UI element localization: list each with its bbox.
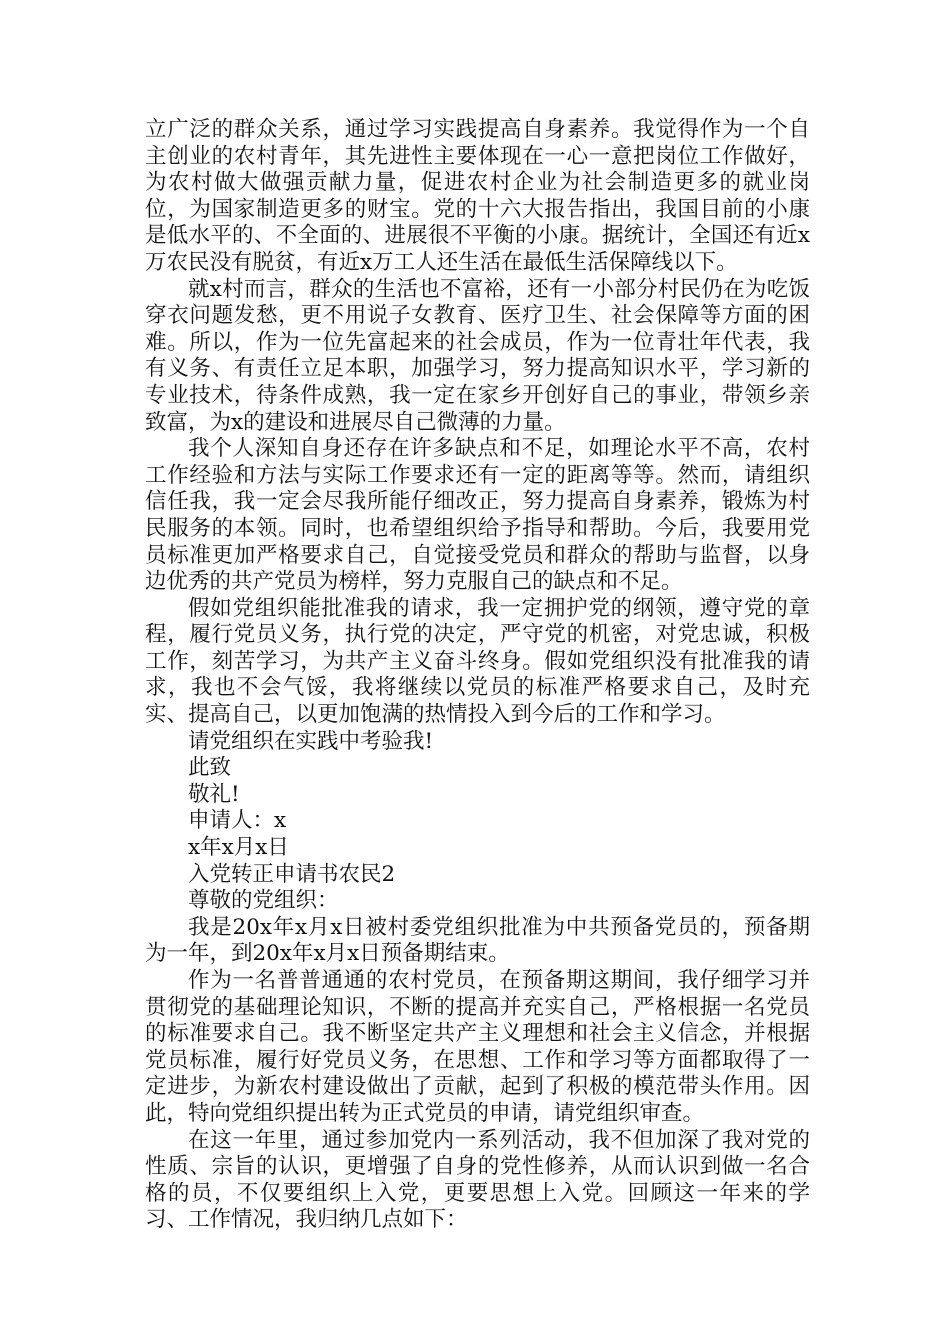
paragraph-year-review: 在这一年里，通过参加党内一系列活动，我不但加深了我对党的性质、宗旨的认识，更增强了自身的党性修养，从而认识到做一名合格的员，不仅要组织上入党，更要思想上入党。回顾这一年来的学习、工作情况，我归纳几点如下：	[145, 1127, 810, 1233]
paragraph-shortcomings: 我个人深知自身还存在许多缺点和不足，如理论水平不高，农村工作经验和方法与实际工作要求还有一定的距离等等。然而，请组织信任我，我一定会尽我所能仔细改正，努力提高自身素养，锻炼为村民服务的本领。同时，也希望组织给予指导和帮助。今后，我要用党员标准更加严格要求自己，自觉接受党员和群众的帮助与监督，以身边优秀的共产党员为榜样，努力克服自己的缺点和不足。	[145, 436, 810, 595]
salutation-jingli: 敬礼!	[188, 781, 240, 807]
application-date: x年x月x日	[188, 835, 289, 861]
salutation-cizhi: 此致	[188, 755, 232, 781]
paragraph-village-situation: 就x村而言，群众的生活也不富裕，还有一小部分村民仍在为吃饭穿衣问题发愁，更不用说子女教育、医疗卫生、社会保障等方面的困难。所以，作为一位先富起来的社会成员，作为一位青壮年代表，我有义务、有责任立足本职，加强学习，努力提高知识水平，学习新的专业技术，待条件成熟，我一定在家乡开创好自己的事业，带领乡亲致富，为x的建设和进展尽自己微薄的力量。	[145, 276, 810, 435]
document-body	[145, 117, 810, 1234]
applicant-signature: 申请人：x	[188, 808, 287, 834]
paragraph-intro-continued: 立广泛的群众关系，通过学习实践提高自身素养。我觉得作为一个自主创业的农村青年，其先进性主要体现在一心一意把岗位工作做好，为农村做大做强贡献力量，促进农村企业为社会制造更多的就业岗位，为国家制造更多的财宝。党的十六大报告指出，我国目前的小康是低水平的、不全面的、进展很不平衡的小康。据统计，全国还有近x万农民没有脱贫，有近x万工人还生活在最低生活保障线以下。	[145, 117, 810, 275]
section-title: 入党转正申请书农民2	[188, 861, 396, 887]
paragraph-probation-period: 我是20x年x月x日被村委党组织批准为中共预备党员的，预备期为一年，到20x年x月x日预备期结束。	[145, 914, 810, 967]
closing-request: 请党组织在实践中考验我!	[188, 728, 434, 754]
paragraph-study-work: 作为一名普普通通的农村党员，在预备期这期间，我仔细学习并贯彻党的基础理论知识，不断的提高并充实自己，严格根据一名党员的标准要求自己。我不断坚定共产主义理想和社会主义信念，并根据党员标准，履行好党员义务，在思想、工作和学习等方面都取得了一定进步，为新农村建设做出了贡献，起到了积极的模范带头作用。因此，特向党组织提出转为正式党员的申请，请党组织审查。	[145, 968, 810, 1126]
greeting: 尊敬的党组织：	[188, 888, 339, 914]
paragraph-pledge: 假如党组织能批准我的请求，我一定拥护党的纲领，遵守党的章程，履行党员义务，执行党的决定，严守党的机密，对党忠诚，积极工作，刻苦学习，为共产主义奋斗终身。假如党组织没有批准我的请求，我也不会气馁，我将继续以党员的标准严格要求自己，及时充实、提高自己，以更加饱满的热情投入到今后的工作和学习。	[145, 595, 810, 728]
